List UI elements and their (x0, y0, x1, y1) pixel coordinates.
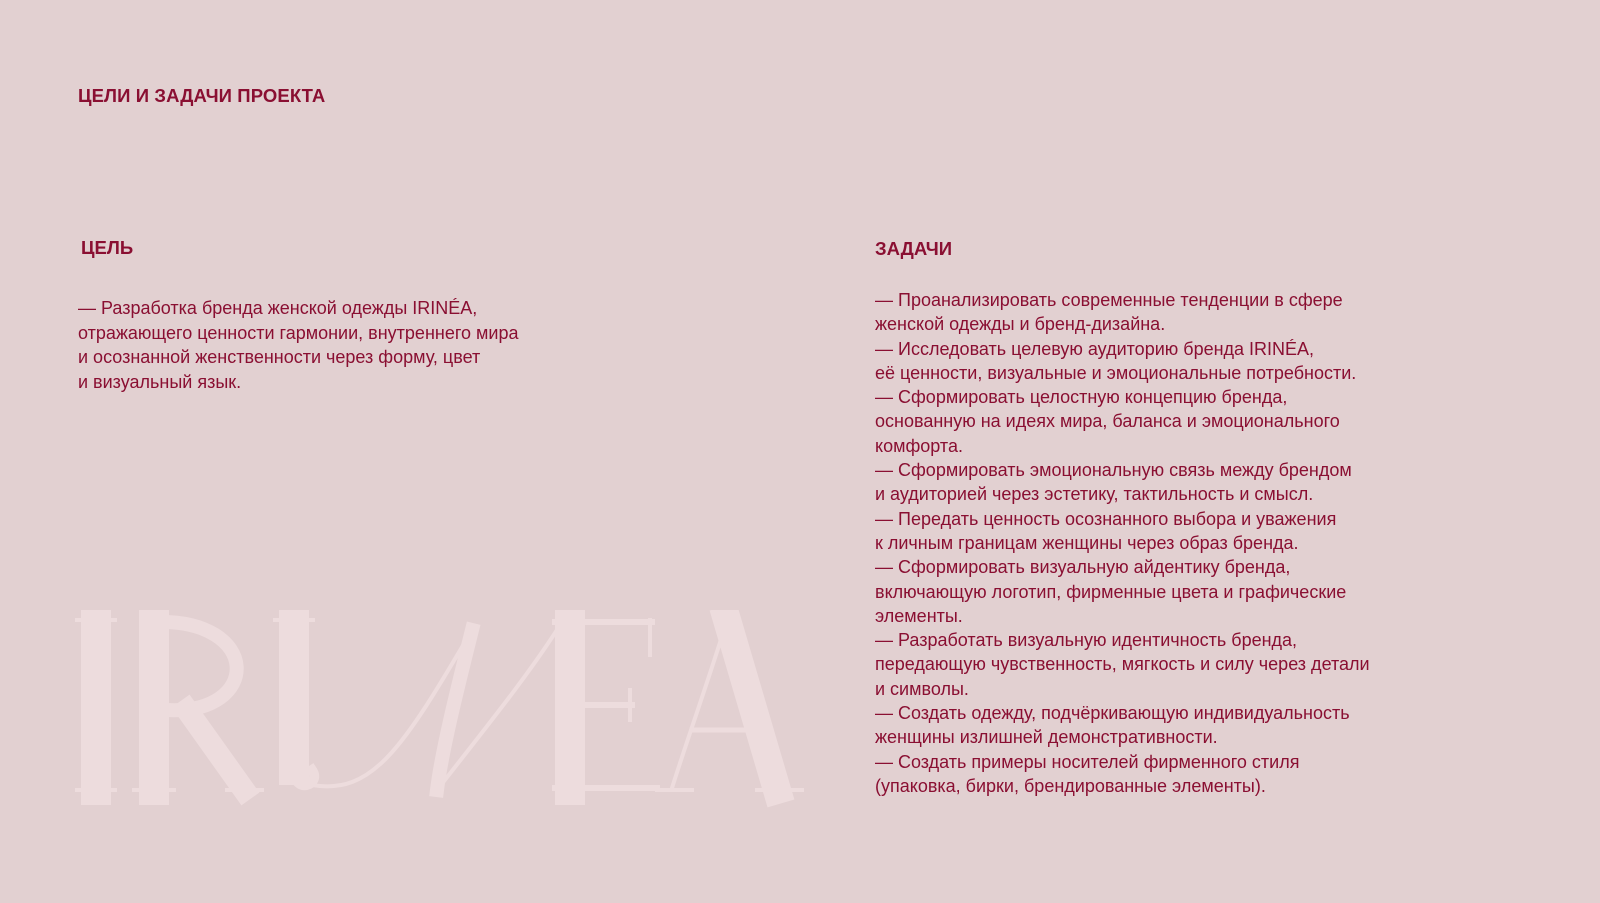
task-item (875, 701, 1575, 750)
task-line: и аудиторией через эстетику, тактильность и смысл. (875, 484, 1314, 505)
task-line: комфорта. (875, 435, 963, 456)
task-line: женщины излишней демонстративности. (875, 727, 1218, 748)
task-line: — Проанализировать современные тенденции в сфере (875, 290, 1343, 310)
task-item (875, 458, 1575, 507)
task-line: женской одежды и бренд-дизайна. (875, 314, 1166, 335)
task-item (875, 628, 1575, 701)
page-title: ЦЕЛИ И ЗАДАЧИ ПРОЕКТА (78, 85, 326, 106)
goal-line: — Разработка бренда женской одежды IRINÉA, (78, 298, 478, 318)
goal-line: и осознанной женственности через форму, цвет (78, 347, 481, 367)
task-item (875, 337, 1575, 386)
task-line: — Исследовать целевую аудиторию бренда IRINÉA, (875, 338, 1315, 359)
goal-line: отражающего ценности гармонии, внутреннего мира (78, 322, 519, 343)
task-line: её ценности, визуальные и эмоциональные потребности. (875, 362, 1357, 383)
task-line: (упаковка, бирки, брендированные элементы). (875, 775, 1266, 796)
task-line: и символы. (875, 678, 969, 699)
task-item (875, 507, 1575, 556)
goal-heading: ЦЕЛЬ (81, 237, 134, 258)
task-line: — Создать одежду, подчёркивающую индивидуальность (875, 703, 1350, 724)
task-line: основанную на идеях мира, баланса и эмоционального (875, 411, 1340, 432)
task-line: к личным границам женщины через образ бренда. (875, 532, 1299, 553)
task-line: включающую логотип, фирменные цвета и графические (875, 581, 1347, 602)
task-line: элементы. (875, 605, 963, 626)
task-line: — Разработать визуальную идентичность бренда, (875, 630, 1298, 651)
task-item (875, 555, 1575, 628)
task-line: — Сформировать визуальную айдентику бренда, (875, 557, 1291, 578)
tasks-list (875, 288, 1575, 798)
task-line: — Создать примеры носителей фирменного стиля (875, 751, 1300, 772)
watermark-glyphs (77, 610, 802, 790)
task-item (875, 288, 1575, 337)
goal-line: и визуальный язык. (78, 371, 242, 392)
task-line: — Сформировать эмоциональную связь между брендом (875, 460, 1352, 481)
task-line: — Сформировать целостную концепцию бренда, (875, 387, 1288, 408)
task-line: — Передать ценность осознанного выбора и уважения (875, 508, 1337, 529)
irinea-logo-watermark (72, 610, 832, 810)
task-item (875, 750, 1575, 799)
task-item (875, 385, 1575, 458)
tasks-heading: ЗАДАЧИ (875, 238, 953, 259)
task-line: передающую чувственность, мягкость и силу через детали (875, 654, 1370, 675)
goal-text (78, 296, 598, 394)
